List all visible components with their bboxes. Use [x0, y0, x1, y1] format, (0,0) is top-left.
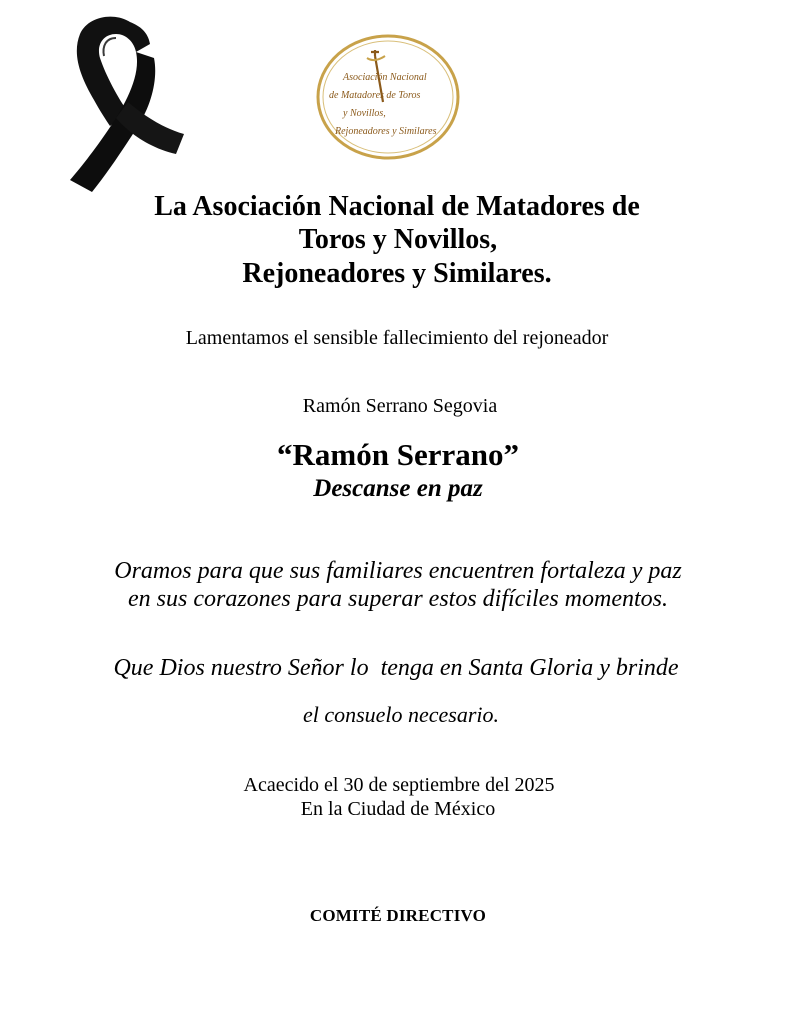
announcement-text: Lamentamos el sensible fallecimiento del rejoneador [185, 327, 609, 349]
heading-line-2: Toros y Novillos, [298, 224, 498, 255]
signature-committee: COMITÉ DIRECTIVO [309, 906, 487, 925]
logo-text-line-4: Rejoneadores y Similares [335, 126, 437, 137]
heading-line-1: La Asociación Nacional de Matadores de [154, 191, 640, 222]
mourning-ribbon-icon [58, 14, 188, 196]
logo-text-line-3: y Novillos, [343, 108, 386, 119]
blessing-line-1: Que Dios nuestro Señor lo tenga en Santa Gloria y brinde [113, 655, 679, 681]
rest-in-peace: Descanse en paz [313, 475, 483, 502]
deceased-alias: “Ramón Serrano” [277, 437, 519, 472]
prayer-line-2: en sus corazones para superar estos difíciles momentos. [128, 586, 668, 612]
deceased-full-name: Ramón Serrano Segovia [302, 395, 498, 417]
association-logo [313, 32, 463, 162]
logo-text-line-1: Asociación Nacional [343, 72, 427, 83]
blessing-line-2: el consuelo necesario. [302, 702, 500, 727]
passing-place: En la Ciudad de México [300, 798, 496, 820]
prayer-line-1: Oramos para que sus familiares encuentren fortaleza y paz [114, 558, 682, 584]
passing-date: Acaecido el 30 de septiembre del 2025 [243, 774, 555, 796]
heading-line-3: Rejoneadores y Similares. [242, 258, 552, 289]
logo-text-line-2: de Matadores de Toros [329, 90, 421, 101]
